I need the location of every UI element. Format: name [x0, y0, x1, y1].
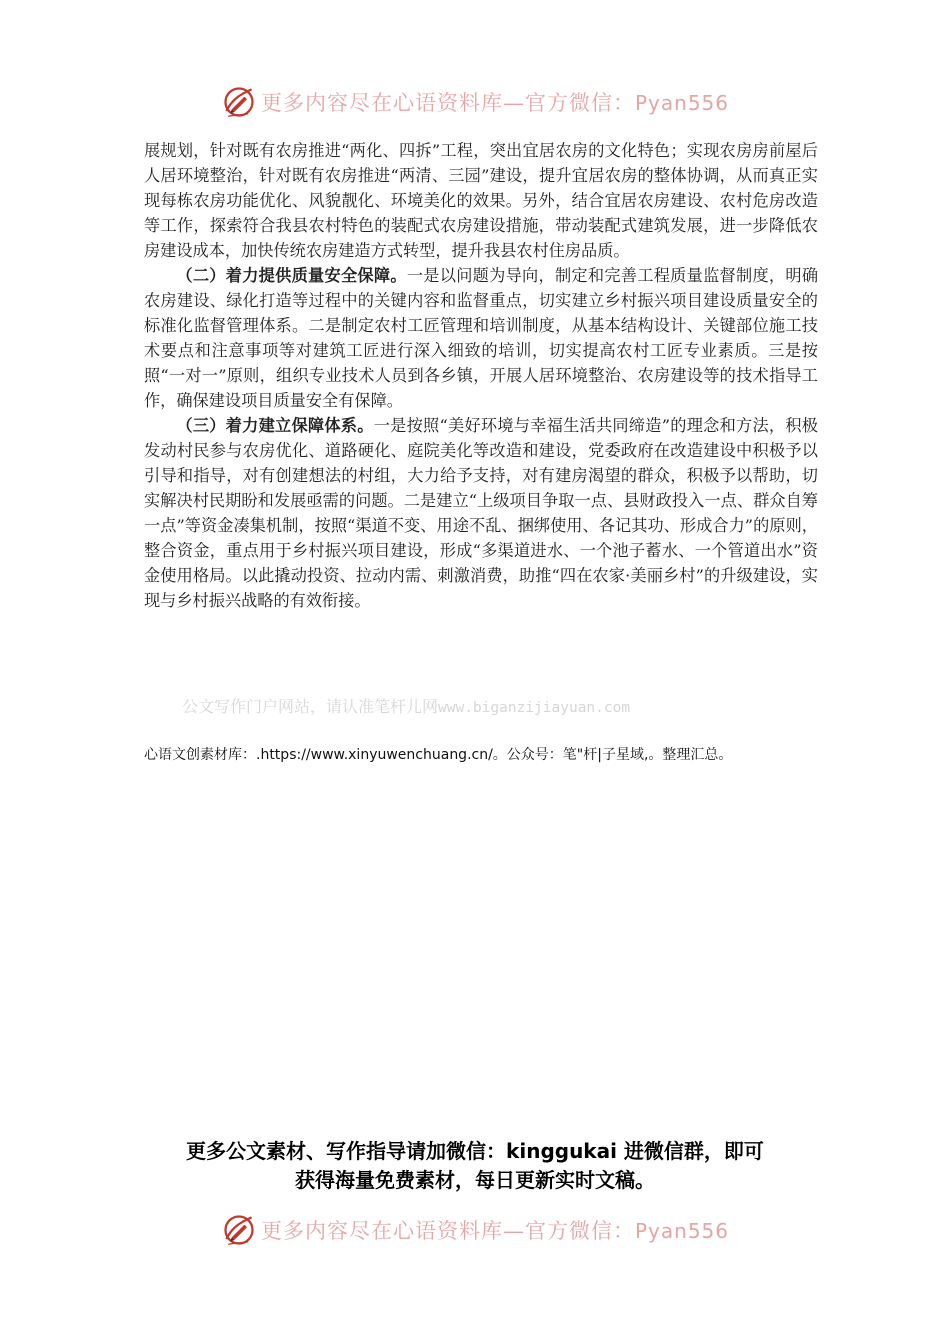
footer-banner-text: 更多内容尽在心语资料库—官方微信：Pyan556	[260, 1219, 729, 1243]
pen-logo-icon	[221, 1212, 257, 1248]
promo-text	[0, 1137, 950, 1195]
pen-logo-icon	[221, 84, 257, 120]
paragraph-3	[144, 413, 818, 613]
promo-line-1: 更多公文素材、写作指导请加微信：kinggukai 进微信群，即可	[186, 1139, 764, 1163]
section-2-heading: （二）着力提供质量安全保障。	[176, 266, 407, 285]
watermark-url: www.biganzijiayuan.com	[438, 700, 631, 716]
watermark: 公文写作门户网站，请认准笔杆儿网www.biganzijiayuan.com	[182, 697, 631, 716]
footer-banner	[0, 1210, 950, 1250]
section-2-body: 一是以问题为导向，制定和完善工程质量监督制度，明确农房建设、绿化打造等过程中的关键内容和监督重点，切实建立乡村振兴项目建设质量安全的标准化监督管理体系。二是制定农村工匠管理和培训制度，从基本结构设计、关键部位施工技术要点和注意事项等对建筑工匠进行深入细致的培训，切实提高农村工匠专业素质。三是按照“一对一”原则，组织专业技术人员到各乡镇，开展人居环境整治、农房建设等的技术指导工作，确保建设项目质量安全有保障。	[144, 266, 819, 410]
paragraph-2	[144, 263, 818, 413]
promo-line-2: 获得海量免费素材，每日更新实时文稿。	[295, 1168, 655, 1192]
paragraph-1: 展规划，针对既有农房推进“两化、四拆”工程，突出宜居农房的文化特色；实现农房房前屋后人居环境整治，针对既有农房推进“两清、三园”建设，提升宜居农房的整体协调，从而真正实现每栋农房功能优化、风貌靓化、环境美化的效果。另外，结合宜居农房建设、农村危房改造等工作，探索符合我县农村特色的装配式农房建设措施，带动装配式建筑发展，进一步降低农房建设成本，加快传统农房建造方式转型，提升我县农村住房品质。	[144, 141, 818, 260]
document-body	[144, 138, 818, 613]
header-banner-wechat: Pyan556	[634, 91, 729, 115]
footer-banner-wechat: Pyan556	[634, 1219, 729, 1243]
header-banner-text: 更多内容尽在心语资料库—官方微信：Pyan556	[260, 91, 729, 115]
header-banner	[0, 82, 950, 122]
section-3-heading: （三）着力建立保障体系。	[176, 416, 374, 435]
section-3-body: 一是按照“美好环境与幸福生活共同缔造”的理念和方法，积极发动村民参与农房优化、道路硬化、庭院美化等改造和建设，党委政府在改造建设中积极予以引导和指导，对有创建想法的村组，大力给予支持，对有建房渴望的群众，积极予以帮助，切实解决村民期盼和发展亟需的问题。二是建立“上级项目争取一点、县财政投入一点、群众自筹一点”等资金凑集机制，按照“渠道不变、用途不乱、捆绑使用、各记其功、形成合力”的原则，整合资金，重点用于乡村振兴项目建设，形成“多渠道进水、一个池子蓄水、一个管道出水”资金使用格局。以此撬动投资、拉动内需、刺激消费，助推“四在农家·美丽乡村”的升级建设，实现与乡村振兴战略的有效衔接。	[144, 416, 818, 610]
source-line: 心语文创素材库：.https://www.xinyuwenchuang.cn/。公众号：笔"杆|子星域,。整理汇总。	[144, 747, 733, 763]
